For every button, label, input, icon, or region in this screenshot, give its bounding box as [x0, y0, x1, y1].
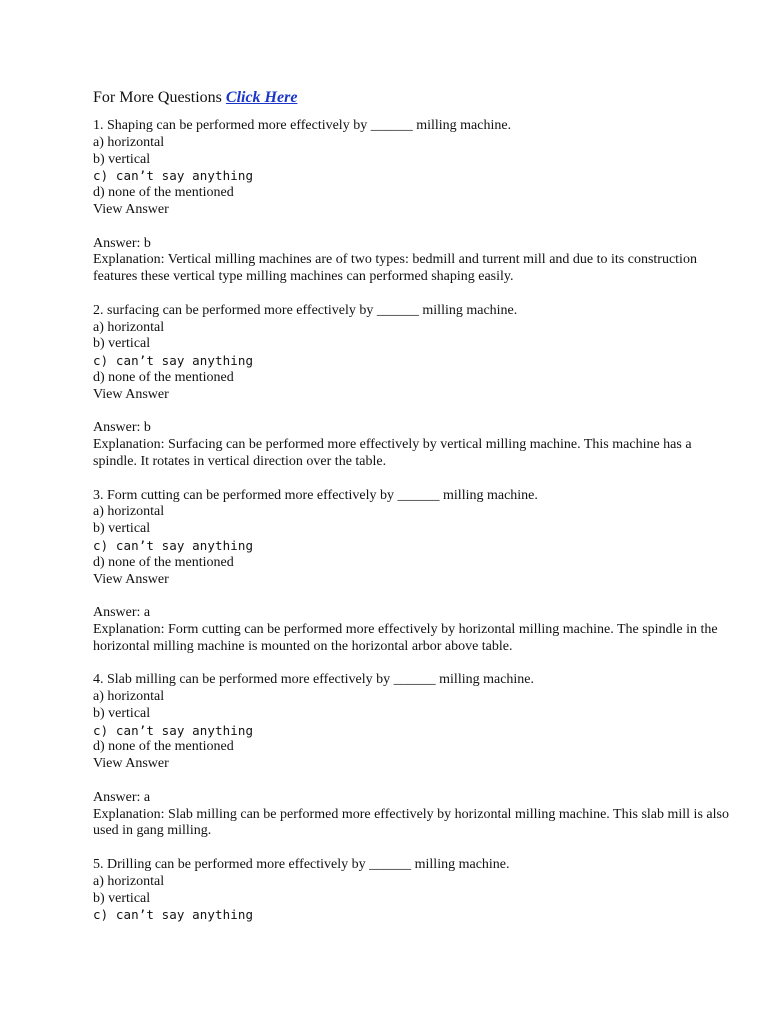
question-5 [93, 857, 733, 924]
option-c: c) can’t say anything [93, 907, 254, 923]
option-a: a) horizontal [93, 689, 165, 705]
question-text: 2. surfacing can be performed more effectively by ______ milling machine. [93, 302, 518, 318]
option-c: c) can’t say anything [93, 353, 254, 369]
question-2 [93, 303, 733, 404]
question-text: 5. Drilling can be performed more effectively by ______ milling machine. [93, 857, 510, 873]
option-b: b) vertical [93, 336, 151, 352]
answer-text: Answer: b [93, 235, 151, 251]
answer-1 [93, 236, 733, 286]
explanation-text: Explanation: Vertical milling machines are of two types: bedmill and turrent mill and due to its construction features these vertical type milling machines can performed shaping easily. [93, 252, 697, 285]
answer-text: Answer: a [93, 605, 151, 621]
option-d: d) none of the mentioned [93, 185, 234, 201]
answer-text: Answer: a [93, 789, 151, 805]
option-b: b) vertical [93, 521, 151, 537]
option-c: c) can’t say anything [93, 168, 254, 184]
view-answer-button[interactable]: View Answer [93, 201, 169, 217]
answer-4 [93, 790, 733, 840]
option-a: a) horizontal [93, 134, 165, 150]
option-c: c) can’t say anything [93, 722, 254, 738]
question-4 [93, 672, 733, 773]
question-text: 4. Slab milling can be performed more effectively by ______ milling machine. [93, 672, 535, 688]
option-a: a) horizontal [93, 504, 165, 520]
page-header [93, 87, 733, 109]
option-d: d) none of the mentioned [93, 554, 234, 570]
header-text: For More Questions [93, 89, 222, 106]
click-here-link[interactable]: Click Here [225, 89, 298, 106]
option-b: b) vertical [93, 705, 151, 721]
option-c: c) can’t say anything [93, 537, 254, 553]
view-answer-button[interactable]: View Answer [93, 571, 169, 587]
view-answer-button[interactable]: View Answer [93, 756, 169, 772]
option-a: a) horizontal [93, 319, 165, 335]
option-b: b) vertical [93, 151, 151, 167]
question-text: 3. Form cutting can be performed more effectively by ______ milling machine. [93, 487, 538, 503]
explanation-text: Explanation: Surfacing can be performed more effectively by vertical milling machine. This machine has a spindle. It rotates in vertical direction over the table. [93, 437, 692, 469]
answer-3 [93, 605, 733, 655]
explanation-text: Explanation: Slab milling can be performed more effectively by horizontal milling machine. This slab mill is also used in gang milling. [93, 806, 729, 839]
answer-text: Answer: b [93, 420, 151, 436]
question-text: 1. Shaping can be performed more effectively by ______ milling machine. [93, 118, 512, 133]
question-1 [93, 118, 733, 219]
answer-2 [93, 420, 733, 470]
option-a: a) horizontal [93, 873, 165, 889]
option-d: d) none of the mentioned [93, 739, 234, 755]
option-b: b) vertical [93, 890, 151, 906]
question-3 [93, 488, 733, 589]
option-d: d) none of the mentioned [93, 369, 234, 385]
document-page [93, 87, 733, 941]
explanation-text: Explanation: Form cutting can be performed more effectively by horizontal milling machine. The spindle in the horizontal milling machine is mounted on the horizontal arbor above table. [93, 621, 718, 654]
view-answer-button[interactable]: View Answer [93, 386, 169, 402]
